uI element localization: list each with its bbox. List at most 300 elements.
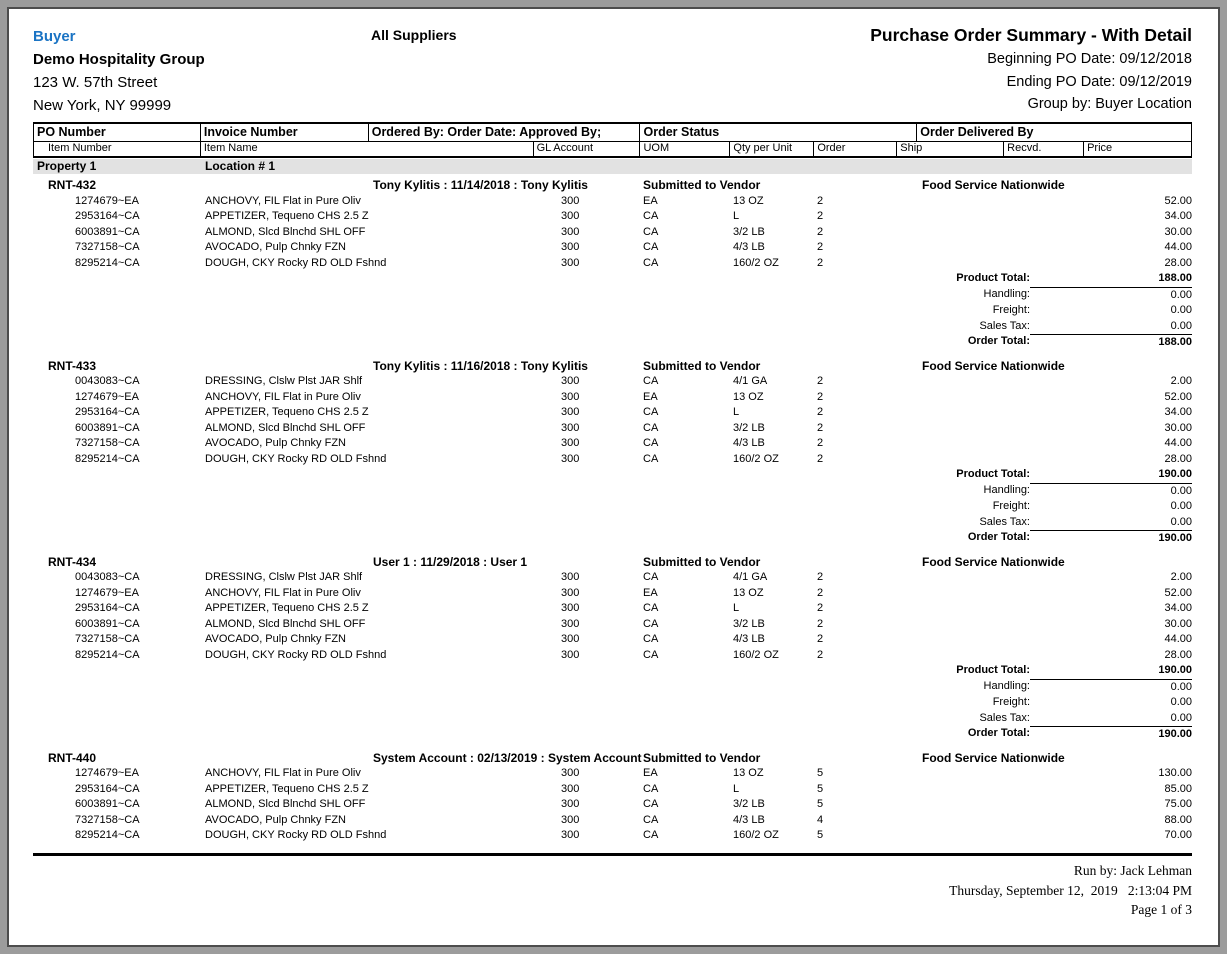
item-gl-account: 300 [561, 633, 580, 645]
total-row [33, 679, 1192, 696]
item-price: 75.00 [1164, 798, 1192, 810]
handling-total-value: 0.00 [1030, 483, 1192, 500]
item-price: 85.00 [1164, 782, 1192, 795]
col-item-name: Item Name [200, 142, 533, 156]
item-price: 52.00 [1164, 390, 1192, 403]
item-gl-account: 300 [561, 437, 580, 449]
total-row [33, 726, 1192, 743]
po-status: Submitted to Vendor [643, 750, 761, 765]
item-name: APPETIZER, Tequeno CHS 2.5 Z [205, 782, 369, 795]
item-qty-per-unit: 160/2 OZ [733, 452, 779, 465]
po-number: RNT-432 [48, 178, 97, 192]
sales_tax-total-value: 0.00 [1170, 515, 1192, 528]
item-name: ANCHOVY, FIL Flat in Pure Oliv [205, 390, 361, 403]
item-gl-account: 300 [561, 648, 580, 661]
item-number: 8295214~CA [75, 256, 140, 269]
item-uom: CA [643, 452, 659, 465]
item-row [33, 240, 1192, 256]
item-number: 1274679~EA [75, 586, 139, 599]
item-price: 28.00 [1164, 648, 1192, 661]
po-ordered-by: Tony Kylitis : 11/16/2018 : Tony Kylitis [373, 358, 588, 373]
item-ship [897, 452, 1004, 468]
item-row [33, 374, 1192, 390]
item-name: APPETIZER, Tequeno CHS 2.5 Z [205, 602, 369, 614]
item-qty-per-unit: 160/2 OZ [733, 256, 779, 269]
item-recvd [1004, 209, 1084, 225]
item-number: 2953164~CA [75, 782, 140, 795]
item-row [33, 797, 1192, 813]
item-order-qty: 2 [817, 617, 824, 630]
po-header-row [33, 555, 1192, 571]
item-row [33, 452, 1192, 468]
product-total-label: Product Total: [956, 468, 1030, 480]
total-row [33, 483, 1192, 500]
item-gl-account: 300 [561, 571, 580, 583]
item-price: 70.00 [1164, 829, 1192, 841]
item-gl-account: 300 [561, 602, 580, 614]
beginning-po-date: Beginning PO Date: 09/12/2018 [987, 51, 1192, 67]
item-row [33, 194, 1192, 210]
item-name: ALMOND, Slcd Blnchd SHL OFF [205, 798, 366, 810]
item-price: 34.00 [1164, 210, 1192, 222]
item-row [33, 436, 1192, 452]
po-delivered-by: Food Service Nationwide [922, 358, 1065, 373]
location-label: Location # 1 [205, 159, 276, 173]
item-order-qty: 2 [817, 633, 824, 645]
item-uom: CA [643, 782, 659, 795]
item-price: 34.00 [1164, 602, 1192, 614]
freight-total-value: 0.00 [1170, 304, 1192, 316]
report-header [33, 9, 1192, 122]
item-ship [897, 648, 1004, 664]
po-section [33, 751, 1192, 844]
po-section [33, 359, 1192, 547]
po-delivered-by: Food Service Nationwide [922, 178, 1065, 192]
report-meta-block [870, 23, 1192, 116]
col-recvd: Recvd. [1003, 142, 1083, 156]
item-number: 1274679~EA [75, 390, 139, 403]
item-ship [897, 617, 1004, 633]
report-page [7, 7, 1220, 947]
item-row [33, 648, 1192, 664]
buyer-label: Buyer [33, 28, 76, 45]
table-header-row-2 [33, 142, 1191, 156]
item-number: 2953164~CA [75, 602, 140, 614]
item-order-qty: 2 [817, 586, 824, 599]
item-order-qty: 2 [817, 390, 824, 403]
item-row [33, 570, 1192, 586]
item-row [33, 586, 1192, 602]
item-number: 6003891~CA [75, 617, 140, 630]
item-name: ALMOND, Slcd Blnchd SHL OFF [205, 421, 366, 434]
item-order-qty: 5 [817, 798, 824, 810]
po-status: Submitted to Vendor [643, 178, 761, 192]
item-recvd [1004, 436, 1084, 452]
item-ship [897, 601, 1004, 617]
ending-po-date: Ending PO Date: 09/12/2019 [1006, 73, 1192, 90]
item-number: 0043083~CA [75, 375, 140, 387]
orders-list [33, 178, 1192, 844]
item-ship [897, 209, 1004, 225]
item-gl-account: 300 [561, 829, 580, 841]
item-uom: CA [643, 437, 659, 449]
item-gl-account: 300 [561, 390, 580, 403]
item-recvd [1004, 421, 1084, 437]
run-datetime: Thursday, September 12, 2019 2:13:04 PM [949, 882, 1192, 898]
col-price: Price [1083, 142, 1191, 156]
order-total-label: Order Total: [967, 531, 1030, 543]
group-by: Group by: Buyer Location [1027, 96, 1192, 112]
item-recvd [1004, 374, 1084, 390]
report-content [33, 9, 1192, 844]
item-qty-per-unit: 4/1 GA [733, 375, 768, 387]
item-gl-account: 300 [561, 617, 580, 630]
item-uom: CA [643, 406, 659, 418]
table-header-row-1 [33, 124, 1191, 142]
total-row [33, 334, 1192, 351]
item-row [33, 782, 1192, 798]
item-row [33, 828, 1192, 844]
item-name: DOUGH, CKY Rocky RD OLD Fshnd [205, 452, 387, 465]
item-qty-per-unit: 4/3 LB [733, 241, 765, 253]
item-number: 6003891~CA [75, 798, 140, 810]
item-qty-per-unit: 13 OZ [733, 767, 764, 779]
item-row [33, 632, 1192, 648]
item-uom: CA [643, 798, 659, 810]
item-gl-account: 300 [561, 375, 580, 387]
sales_tax-total-label: Sales Tax: [979, 711, 1030, 724]
item-ship [897, 390, 1004, 406]
item-row [33, 209, 1192, 225]
item-gl-account: 300 [561, 767, 580, 779]
item-ship [897, 813, 1004, 829]
handling-total-value: 0.00 [1030, 679, 1192, 696]
item-name: ALMOND, Slcd Blnchd SHL OFF [205, 225, 366, 238]
po-section [33, 555, 1192, 743]
col-invoice-number: Invoice Number [200, 124, 368, 141]
sales_tax-total-value: 0.00 [1170, 319, 1192, 332]
item-row [33, 601, 1192, 617]
item-order-qty: 2 [817, 225, 824, 238]
total-row [33, 515, 1192, 531]
item-ship [897, 828, 1004, 844]
table-header [33, 122, 1192, 158]
item-order-qty: 2 [817, 375, 824, 387]
total-row [33, 467, 1192, 483]
item-price: 28.00 [1164, 452, 1192, 465]
item-uom: CA [643, 210, 659, 222]
item-qty-per-unit: 3/2 LB [733, 798, 765, 810]
item-order-qty: 2 [817, 602, 824, 614]
item-name: ANCHOVY, FIL Flat in Pure Oliv [205, 767, 361, 779]
item-gl-account: 300 [561, 782, 580, 795]
product-total-value: 190.00 [1158, 468, 1192, 480]
item-row [33, 813, 1192, 829]
item-number: 6003891~CA [75, 421, 140, 434]
handling-total-label: Handling: [983, 679, 1030, 692]
item-price: 88.00 [1164, 813, 1192, 826]
item-name: ALMOND, Slcd Blnchd SHL OFF [205, 617, 366, 630]
run-by: Run by: Jack Lehman [1073, 863, 1192, 878]
item-number: 8295214~CA [75, 648, 140, 661]
po-header-row [33, 359, 1192, 375]
property-label: Property 1 [37, 159, 97, 173]
freight-total-label: Freight: [992, 304, 1030, 316]
item-name: AVOCADO, Pulp Chnky FZN [205, 437, 346, 449]
item-order-qty: 2 [817, 648, 824, 661]
page-number: Page 1 of 3 [1130, 902, 1192, 917]
item-order-qty: 4 [817, 813, 824, 826]
item-number: 8295214~CA [75, 452, 140, 465]
item-ship [897, 570, 1004, 586]
po-number: RNT-434 [48, 554, 97, 569]
report-title: Purchase Order Summary - With Detail [870, 25, 1192, 45]
item-number: 7327158~CA [75, 241, 140, 253]
item-uom: EA [643, 390, 658, 403]
product-total-label: Product Total: [956, 664, 1030, 676]
item-ship [897, 374, 1004, 390]
item-number: 7327158~CA [75, 813, 140, 826]
address-line-2: New York, NY 99999 [33, 97, 172, 114]
item-number: 2953164~CA [75, 406, 140, 418]
item-qty-per-unit: 4/3 LB [733, 437, 765, 449]
total-row [33, 663, 1192, 679]
item-name: DOUGH, CKY Rocky RD OLD Fshnd [205, 256, 387, 269]
po-status: Submitted to Vendor [643, 358, 761, 373]
item-order-qty: 2 [817, 571, 824, 583]
item-uom: EA [643, 586, 658, 599]
item-ship [897, 632, 1004, 648]
handling-total-label: Handling: [983, 483, 1030, 496]
col-order-delivered-by: Order Delivered By [916, 124, 1191, 141]
item-number: 2953164~CA [75, 210, 140, 222]
item-number: 7327158~CA [75, 633, 140, 645]
col-po-number: PO Number [33, 124, 200, 141]
item-recvd [1004, 601, 1084, 617]
item-order-qty: 2 [817, 421, 824, 434]
item-name: AVOCADO, Pulp Chnky FZN [205, 241, 346, 253]
item-qty-per-unit: L [733, 210, 740, 222]
item-recvd [1004, 405, 1084, 421]
item-order-qty: 2 [817, 241, 824, 253]
company-name: Demo Hospitality Group [33, 51, 205, 68]
total-row [33, 303, 1192, 319]
item-price: 30.00 [1164, 421, 1192, 434]
total-row [33, 695, 1192, 711]
item-number: 8295214~CA [75, 829, 140, 841]
item-number: 7327158~CA [75, 437, 140, 449]
po-ordered-by: User 1 : 11/29/2018 : User 1 [373, 554, 528, 569]
item-ship [897, 782, 1004, 798]
item-ship [897, 240, 1004, 256]
item-name: DRESSING, Clslw Plst JAR Shlf [205, 571, 363, 583]
item-qty-per-unit: 13 OZ [733, 586, 764, 599]
item-recvd [1004, 828, 1084, 844]
item-qty-per-unit: 13 OZ [733, 194, 764, 207]
item-qty-per-unit: 4/1 GA [733, 571, 768, 583]
item-uom: CA [643, 241, 659, 253]
item-order-qty: 5 [817, 767, 824, 779]
item-order-qty: 2 [817, 210, 824, 222]
sales_tax-total-label: Sales Tax: [979, 319, 1030, 332]
item-number: 1274679~EA [75, 767, 139, 779]
item-name: ANCHOVY, FIL Flat in Pure Oliv [205, 194, 361, 207]
item-uom: CA [643, 829, 659, 841]
item-order-qty: 5 [817, 829, 824, 841]
item-uom: CA [643, 813, 659, 826]
po-ordered-by: System Account : 02/13/2019 : System Account [373, 750, 642, 765]
footer-divider [33, 853, 1192, 856]
item-qty-per-unit: 13 OZ [733, 390, 764, 403]
item-uom: EA [643, 767, 658, 779]
item-uom: CA [643, 602, 659, 614]
item-uom: CA [643, 648, 659, 661]
item-row [33, 421, 1192, 437]
item-name: ANCHOVY, FIL Flat in Pure Oliv [205, 586, 361, 599]
item-gl-account: 300 [561, 406, 580, 418]
item-ship [897, 405, 1004, 421]
item-qty-per-unit: L [733, 602, 740, 614]
item-gl-account: 300 [561, 225, 580, 238]
item-price: 30.00 [1164, 617, 1192, 630]
item-gl-account: 300 [561, 813, 580, 826]
item-qty-per-unit: L [733, 406, 740, 418]
col-order-status: Order Status [639, 124, 916, 141]
po-ordered-by: Tony Kylitis : 11/14/2018 : Tony Kylitis [373, 178, 588, 192]
total-row [33, 530, 1192, 547]
item-price: 44.00 [1164, 437, 1192, 449]
total-row [33, 271, 1192, 287]
product-total-label: Product Total: [956, 272, 1030, 284]
item-recvd [1004, 648, 1084, 664]
item-gl-account: 300 [561, 586, 580, 599]
freight-total-value: 0.00 [1170, 500, 1192, 512]
item-price: 2.00 [1170, 375, 1192, 387]
po-number: RNT-440 [48, 750, 97, 765]
item-gl-account: 300 [561, 421, 580, 434]
item-recvd [1004, 797, 1084, 813]
item-price: 52.00 [1164, 194, 1192, 207]
item-price: 28.00 [1164, 256, 1192, 269]
item-name: DOUGH, CKY Rocky RD OLD Fshnd [205, 648, 387, 661]
order-total-value: 190.00 [1030, 726, 1192, 743]
item-qty-per-unit: 3/2 LB [733, 225, 765, 238]
item-recvd [1004, 782, 1084, 798]
item-recvd [1004, 570, 1084, 586]
item-uom: CA [643, 571, 659, 583]
item-ship [897, 436, 1004, 452]
item-ship [897, 766, 1004, 782]
item-qty-per-unit: 3/2 LB [733, 421, 765, 434]
freight-total-label: Freight: [992, 500, 1030, 512]
item-order-qty: 2 [817, 406, 824, 418]
item-row [33, 766, 1192, 782]
freight-total-label: Freight: [992, 696, 1030, 708]
item-ship [897, 194, 1004, 210]
item-gl-account: 300 [561, 256, 580, 269]
col-order: Order [813, 142, 896, 156]
order-total-value: 190.00 [1030, 530, 1192, 547]
item-recvd [1004, 813, 1084, 829]
item-name: APPETIZER, Tequeno CHS 2.5 Z [205, 406, 369, 418]
col-qty-per-unit: Qty per Unit [729, 142, 813, 156]
item-row [33, 256, 1192, 272]
item-qty-per-unit: 160/2 OZ [733, 829, 779, 841]
col-ship: Ship [896, 142, 1003, 156]
product-total-value: 190.00 [1158, 664, 1192, 676]
item-recvd [1004, 766, 1084, 782]
item-ship [897, 797, 1004, 813]
po-status: Submitted to Vendor [643, 554, 761, 569]
po-number: RNT-433 [48, 358, 97, 373]
col-uom: UOM [639, 142, 729, 156]
po-header-row [33, 751, 1192, 767]
handling-total-value: 0.00 [1030, 287, 1192, 304]
col-item-number: Item Number [33, 142, 200, 156]
item-order-qty: 2 [817, 256, 824, 269]
item-uom: EA [643, 194, 658, 207]
item-name: DOUGH, CKY Rocky RD OLD Fshnd [205, 829, 387, 841]
item-qty-per-unit: L [733, 782, 740, 795]
item-price: 52.00 [1164, 586, 1192, 599]
item-gl-account: 300 [561, 194, 580, 207]
total-row [33, 499, 1192, 515]
item-recvd [1004, 390, 1084, 406]
order-total-value: 188.00 [1030, 334, 1192, 351]
order-total-label: Order Total: [967, 335, 1030, 347]
item-recvd [1004, 225, 1084, 241]
item-uom: CA [643, 225, 659, 238]
report-footer [33, 853, 1192, 920]
item-uom: CA [643, 375, 659, 387]
item-recvd [1004, 194, 1084, 210]
item-qty-per-unit: 160/2 OZ [733, 648, 779, 661]
address-line-1: 123 W. 57th Street [33, 74, 158, 91]
item-recvd [1004, 586, 1084, 602]
item-uom: CA [643, 633, 659, 645]
item-gl-account: 300 [561, 452, 580, 465]
group-band [33, 159, 1192, 174]
total-row [33, 711, 1192, 727]
item-price: 34.00 [1164, 406, 1192, 418]
handling-total-label: Handling: [983, 287, 1030, 300]
total-row [33, 319, 1192, 335]
freight-total-value: 0.00 [1170, 696, 1192, 708]
order-total-label: Order Total: [967, 727, 1030, 739]
item-recvd [1004, 240, 1084, 256]
col-gl-account: GL Account [533, 142, 640, 156]
item-qty-per-unit: 4/3 LB [733, 633, 765, 645]
item-qty-per-unit: 3/2 LB [733, 617, 765, 630]
item-recvd [1004, 256, 1084, 272]
item-name: DRESSING, Clslw Plst JAR Shlf [205, 375, 363, 387]
sales_tax-total-label: Sales Tax: [979, 515, 1030, 528]
item-gl-account: 300 [561, 241, 580, 253]
item-row [33, 405, 1192, 421]
item-ship [897, 256, 1004, 272]
item-uom: CA [643, 617, 659, 630]
item-price: 130.00 [1158, 767, 1192, 779]
po-delivered-by: Food Service Nationwide [922, 750, 1065, 765]
item-price: 30.00 [1164, 225, 1192, 238]
product-total-value: 188.00 [1158, 272, 1192, 284]
sales_tax-total-value: 0.00 [1170, 711, 1192, 724]
item-gl-account: 300 [561, 798, 580, 810]
item-order-qty: 2 [817, 452, 824, 465]
item-price: 44.00 [1164, 241, 1192, 253]
item-row [33, 617, 1192, 633]
item-order-qty: 2 [817, 194, 824, 207]
